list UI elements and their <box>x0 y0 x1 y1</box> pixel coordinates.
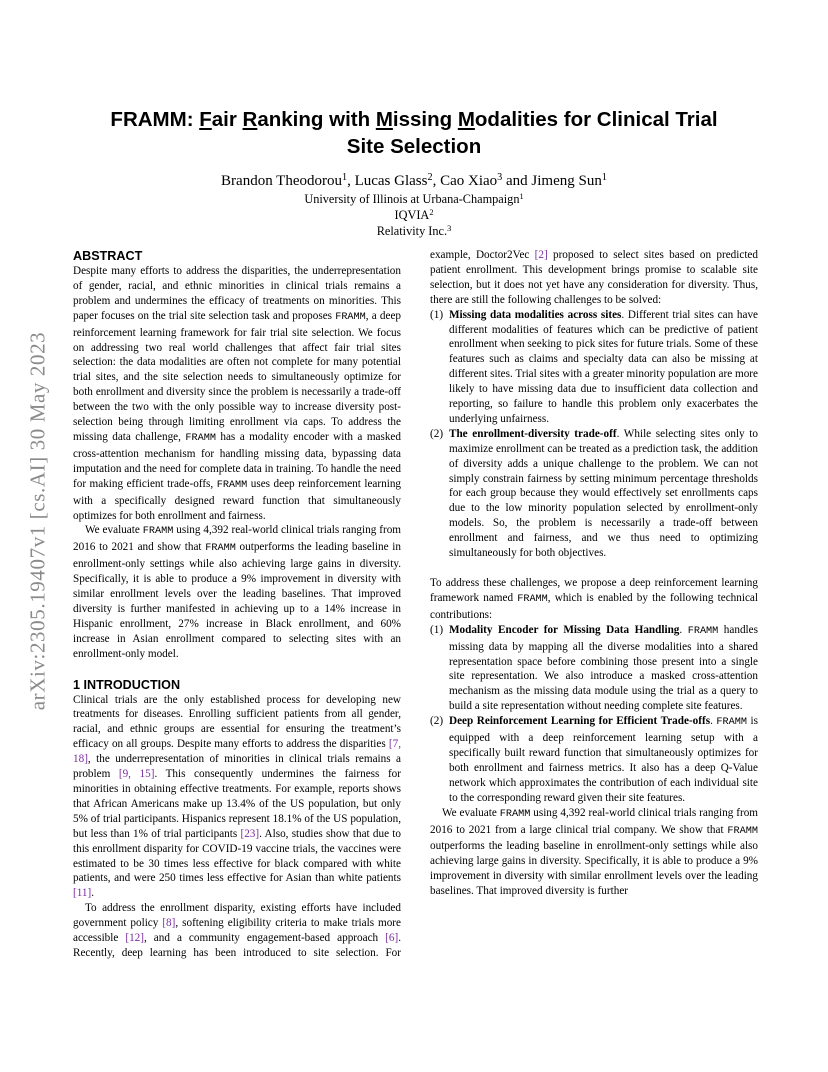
list-item: (2) Deep Reinforcement Learning for Efficient Trade-offs. FRAMM is equipped with a deep reinforcement learning setup with a specifically built reward function that simultaneously optimizes for both enrollment and fairness metrics. It also has a deep Q-Value network which approximates the contribution of each individual site to the corresponding reward given their site features. <box>430 715 758 804</box>
citation-link[interactable]: [9, 15] <box>118 768 155 781</box>
intro-paragraph: To address the enrollment disparity, existing efforts have included government policy [8], softening eligibility criteria to make trials more accessible [12], and a community engagement-based approach [6]. Recently, deep learning has been introduced to site selection. For <box>73 902 401 959</box>
author-name: Brandon Theodorou <box>221 173 342 189</box>
arxiv-stamp-text: arXiv:2305.19407v1 [cs.AI] 30 May 2023 <box>25 331 50 711</box>
introduction-heading: 1 INTRODUCTION <box>73 677 181 692</box>
abstract-heading: ABSTRACT <box>73 249 143 263</box>
author-list: Brandon Theodorou$^1$, Lucas Glass$^2$, Cao Xiao$^3$ and Jimeng Sun$^1$ <box>221 171 607 189</box>
citation-link[interactable]: [6] <box>385 932 399 945</box>
right-column <box>430 248 758 899</box>
abstract-paragraph: Despite many efforts to address the disparities, the underrepresentation of gender, racial, and ethnic minorities in clinical trials remains a problem and undermines the efficacy of treatments on minorities. This paper focuses on the trial site selection task and proposes FRAMM, a deep reinforcement learning framework for fair trial site selection. We focus on addressing two real world challenges that affect fair trial sites selection: the data modalities are often not complete for many potential trial sites, and the site selection needs to simultaneously optimize for both enrollment and diversity since the problem is necessarily a trade-off between the two with the only possible way to increase diversity post-selection being through limiting enrollment via caps. To address the missing data challenge, FRAMM has a modality encoder with a masked cross-attention mechanism for handling missing data, bypassing data imputation and the need for complete data in training. To handle the need for making efficient trade-offs, FRAMM uses deep reinforcement learning with a specifically designed reward function that simultaneously optimizes for both enrollment and fairness. <box>73 265 401 522</box>
affiliation: University of Illinois at Urbana-Champaign$^1$ <box>304 191 524 206</box>
left-column <box>73 248 401 960</box>
citation-link[interactable]: [7, 18] <box>73 738 401 766</box>
citation-link[interactable]: [8] <box>162 917 176 930</box>
author-name: Lucas Glass <box>354 173 428 189</box>
challenge-list <box>430 308 758 561</box>
intro-paragraph: We evaluate FRAMM using 4,392 real-world clinical trials ranging from 2016 to 2021 from a large clinical trial company. We show that FRAMM outperforms the leading baseline in enrollment-only settings while also achieving large gains in diversity. Specifically, it is able to produce a 9% improvement in diversity with similar enrollment levels over the leading baselines. That improved diversity is further <box>430 806 758 898</box>
author-name: Jimeng Sun <box>531 173 602 189</box>
contribution-list <box>430 623 758 806</box>
abstract-paragraph: We evaluate FRAMM using 4,392 real-world clinical trials ranging from 2016 to 2021 and show that FRAMM outperforms the leading baseline in enrollment-only settings while also achieving large gains in diversity. Specifically, it is able to produce a 9% improvement in diversity with similar enrollment levels over the leading baselines. That improved diversity is further manifested in achieving up to a 14% increase in Hispanic enrollment, 27% increase in Black enrollment, and 60% increase in Asian enrollment compared to selecting sites with an enrollment-only model. <box>73 524 401 660</box>
citation-link[interactable]: [12] <box>125 932 144 945</box>
citation-link[interactable]: [23] <box>240 827 260 840</box>
affiliation: Relativity Inc.$^3$ <box>376 223 452 238</box>
intro-paragraph: Clinical trials are the only established process for developing new treatments for diseases. Enrolling sufficient patients from all gender, racial, and ethnic groups are essential for ensuring the treatment’s efficacy on all groups. Despite many efforts to address the disparities [7, 18], the underrepresentation of minorities in clinical trials remains a problem [9, 15]. This consequently undermines the fairness for minorities in obtaining effective treatments. For example, reports shows that African Americans make up 13.4% of the US population, but only 5% of trial participants. Hispanics represent 18.1% of the US population, but less than 1% of trial participants [23]. Also, studies show that due to this enrollment disparity for COVID-19 vaccine trials, the vaccines were estimated to be 30 times less effective for black compared with white patients, and were 250 times less effective for Asian than white patients [11]. <box>73 693 401 900</box>
paper-title: FRAMM: Fair Ranking with Missing Modalities for Clinical Trial Site Selection <box>110 108 718 158</box>
citation-link[interactable]: [11] <box>73 887 92 900</box>
intro-paragraph-continued: example, Doctor2Vec [2] proposed to select sites based on predicted patient enrollment. This development brings promise to scalable site selection, but it does not yet have any consideration for diversity. Thus, there are still the following challenges to be solved: <box>430 249 758 306</box>
affiliation: IQVIA$^2$ <box>394 207 434 222</box>
author-name: Cao Xiao <box>440 173 498 189</box>
list-item: (2) The enrollment-diversity trade-off. While selecting sites only to maximize enrollment can be treated as a prediction task, the addition of diversity adds a unique challenge to the problem. We can not simply constrain fairness by setting minimum percentage thresholds for each group because they would effectively set enrollments caps due to the low minority population selected by enrollment-only models. So, the problem is necessarily a trade-off between enrollment and fairness, and we thus need to optimizing simultaneously for both objectives. <box>430 427 758 560</box>
list-item: (1) Modality Encoder for Missing Data Handling. FRAMM handles missing data by mapping all the diverse modalities into a shared representation space before combining those present into a single site representation. We also introduce a masked cross-attention mechanism as the missing data module using the trial as a query to build a site representation without needing complete site features. <box>430 623 758 713</box>
arxiv-stamp <box>20 286 56 756</box>
citation-link[interactable]: [2] <box>534 249 548 262</box>
list-item: (1) Missing data modalities across sites. Different trial sites can have different modalities of features which can be predictive of patient enrollment when seeking to pick sites for future trials. Some of these features such as claims and specialty data can also be missing at different sites. Trial sites with a greater minority population are more likely to have missing data due to insufficient data collection and reporting, so failure to handle this problem only exacerbates the underlying unfairness. <box>430 308 758 425</box>
intro-paragraph: To address these challenges, we propose a deep reinforcement learning framework named FRAMM, which is enabled by the following technical contributions: <box>430 577 758 621</box>
